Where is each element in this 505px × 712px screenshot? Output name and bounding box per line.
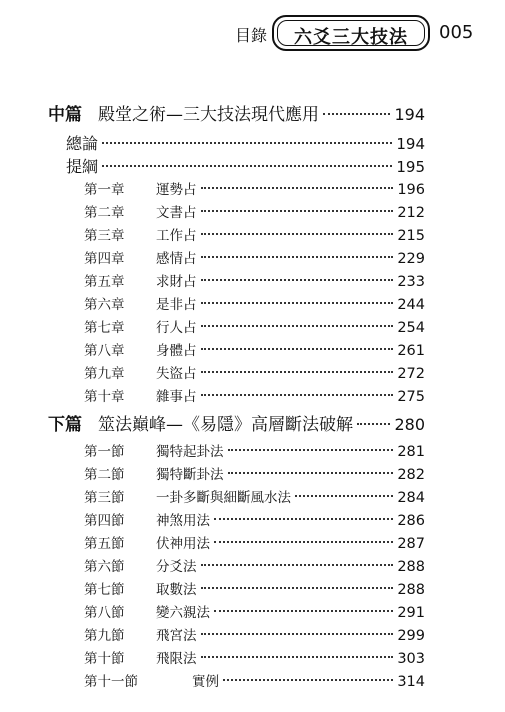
toc-entry-section[interactable] — [84, 578, 425, 598]
section-label: 第四節 — [84, 513, 125, 529]
chapter-title: 運勢占 — [156, 182, 197, 198]
toc-entry-chapter[interactable] — [84, 178, 425, 198]
chapter-label: 第四章 — [84, 251, 125, 267]
section-title: 獨特斷卦法 — [156, 467, 224, 483]
page-ref: 233 — [397, 274, 425, 290]
chapter-title: 失盜占 — [156, 366, 197, 382]
leader-dots — [201, 256, 394, 258]
section-label: 第八節 — [84, 605, 125, 621]
book-title-frame — [272, 15, 430, 51]
page-ref: 284 — [397, 490, 425, 506]
toc-entry-chapter[interactable] — [84, 316, 425, 336]
section-label: 第九節 — [84, 628, 125, 644]
leader-dots — [357, 423, 390, 425]
section-label: 第五節 — [84, 536, 125, 552]
chapter-title: 工作占 — [156, 228, 197, 244]
leader-dots — [102, 142, 392, 144]
leader-dots — [228, 449, 394, 451]
leader-dots — [323, 113, 390, 115]
leader-dots — [295, 495, 393, 497]
section-label: 第七節 — [84, 582, 125, 598]
section-label: 第一節 — [84, 444, 125, 460]
part-label: 中篇 — [48, 105, 82, 125]
chapter-label: 第一章 — [84, 182, 125, 198]
chapter-title: 是非占 — [156, 297, 197, 313]
page-ref: 275 — [397, 389, 425, 405]
leader-dots — [102, 165, 392, 167]
section-label: 第三節 — [84, 490, 125, 506]
section-title: 變六親法 — [156, 605, 210, 621]
chapter-label: 第三章 — [84, 228, 125, 244]
page-ref: 280 — [394, 415, 425, 434]
page-ref: 282 — [397, 467, 425, 483]
section-label: 目錄 — [235, 26, 268, 45]
chapter-label: 第八章 — [84, 343, 125, 359]
chapter-label: 第七章 — [84, 320, 125, 336]
page-ref: 196 — [397, 182, 425, 198]
toc-entry-section[interactable] — [84, 647, 425, 667]
page-ref: 303 — [397, 651, 425, 667]
entry-label: 總論 — [66, 134, 99, 153]
toc-entry-section[interactable] — [84, 624, 425, 644]
leader-dots — [201, 325, 394, 327]
leader-dots — [201, 279, 394, 281]
leader-dots — [214, 610, 393, 612]
leader-dots — [201, 302, 394, 304]
chapter-label: 第五章 — [84, 274, 125, 290]
page-ref: 195 — [396, 158, 425, 176]
leader-dots — [201, 187, 394, 189]
section-title: 取數法 — [156, 582, 197, 598]
leader-dots — [214, 541, 393, 543]
chapter-title: 求財占 — [156, 274, 197, 290]
page-number: 005 — [439, 22, 474, 43]
chapter-label: 第二章 — [84, 205, 125, 221]
leader-dots — [201, 394, 394, 396]
leader-dots — [214, 518, 393, 520]
page-ref: 244 — [397, 297, 425, 313]
leader-dots — [201, 633, 394, 635]
leader-dots — [201, 587, 394, 589]
chapter-title: 文書占 — [156, 205, 197, 221]
chapter-title: 感情占 — [156, 251, 197, 267]
leader-dots — [201, 371, 394, 373]
section-title: 實例 — [192, 674, 219, 690]
page-ref: 291 — [397, 605, 425, 621]
leader-dots — [201, 656, 394, 658]
leader-dots — [201, 233, 394, 235]
section-title: 伏神用法 — [156, 536, 210, 552]
page-ref: 215 — [397, 228, 425, 244]
part-title: 殿堂之術—三大技法現代應用 — [98, 105, 319, 125]
toc-entry-section[interactable] — [84, 601, 425, 621]
toc-entry-section[interactable] — [84, 463, 425, 483]
section-title: 神煞用法 — [156, 513, 210, 529]
section-label: 第二節 — [84, 467, 125, 483]
leader-dots — [228, 472, 394, 474]
page-ref: 287 — [397, 536, 425, 552]
page-ref: 272 — [397, 366, 425, 382]
leader-dots — [223, 679, 393, 681]
page-ref: 281 — [397, 444, 425, 460]
page-ref: 194 — [396, 135, 425, 153]
chapter-label: 第十章 — [84, 389, 125, 405]
toc-entry-section[interactable] — [84, 670, 425, 690]
section-title: 分爻法 — [156, 559, 197, 575]
book-title: 六爻三大技法 — [294, 27, 408, 48]
chapter-title: 行人占 — [156, 320, 197, 336]
page-ref: 288 — [397, 559, 425, 575]
toc-entry-outline[interactable] — [66, 154, 425, 177]
page-ref: 261 — [397, 343, 425, 359]
toc-entry-chapter[interactable] — [84, 339, 425, 359]
page-ref: 254 — [397, 320, 425, 336]
toc-entry-section[interactable] — [84, 486, 425, 506]
toc-entry-chapter[interactable] — [84, 293, 425, 313]
page-header — [0, 14, 505, 54]
leader-dots — [201, 564, 394, 566]
section-title: 飛宮法 — [156, 628, 197, 644]
toc-entry-chapter[interactable] — [84, 270, 425, 290]
page-ref: 194 — [394, 105, 425, 124]
section-title: 一卦多斷與細斷風水法 — [156, 490, 291, 506]
chapter-label: 第九章 — [84, 366, 125, 382]
toc-entry-chapter[interactable] — [84, 247, 425, 267]
leader-dots — [201, 210, 394, 212]
chapter-title: 雜事占 — [156, 389, 197, 405]
page-ref: 229 — [397, 251, 425, 267]
page-ref: 299 — [397, 628, 425, 644]
section-title: 獨特起卦法 — [156, 444, 224, 460]
section-title: 飛限法 — [156, 651, 197, 667]
toc-entry-section[interactable] — [84, 532, 425, 552]
part-title: 筮法巔峰—《易隱》高層斷法破解 — [98, 415, 353, 435]
toc-entry-part-lower[interactable] — [48, 410, 425, 435]
entry-label: 提綱 — [66, 157, 99, 176]
section-label: 第六節 — [84, 559, 125, 575]
toc-entry-section[interactable] — [84, 555, 425, 575]
toc-entry-part-middle[interactable] — [48, 100, 425, 125]
toc-entry-chapter[interactable] — [84, 224, 425, 244]
page-ref: 288 — [397, 582, 425, 598]
section-label: 第十一節 — [84, 674, 138, 690]
toc-entry-chapter[interactable] — [84, 201, 425, 221]
leader-dots — [201, 348, 394, 350]
page-ref: 286 — [397, 513, 425, 529]
section-label: 第十節 — [84, 651, 125, 667]
toc-entry-overview[interactable] — [66, 131, 425, 154]
page-ref: 314 — [397, 674, 425, 690]
chapter-label: 第六章 — [84, 297, 125, 313]
page-ref: 212 — [397, 205, 425, 221]
toc-entry-section[interactable] — [84, 509, 425, 529]
chapter-title: 身體占 — [156, 343, 197, 359]
toc-entry-chapter[interactable] — [84, 385, 425, 405]
toc-entry-chapter[interactable] — [84, 362, 425, 382]
toc-entry-section[interactable] — [84, 440, 425, 460]
part-label: 下篇 — [48, 415, 82, 435]
